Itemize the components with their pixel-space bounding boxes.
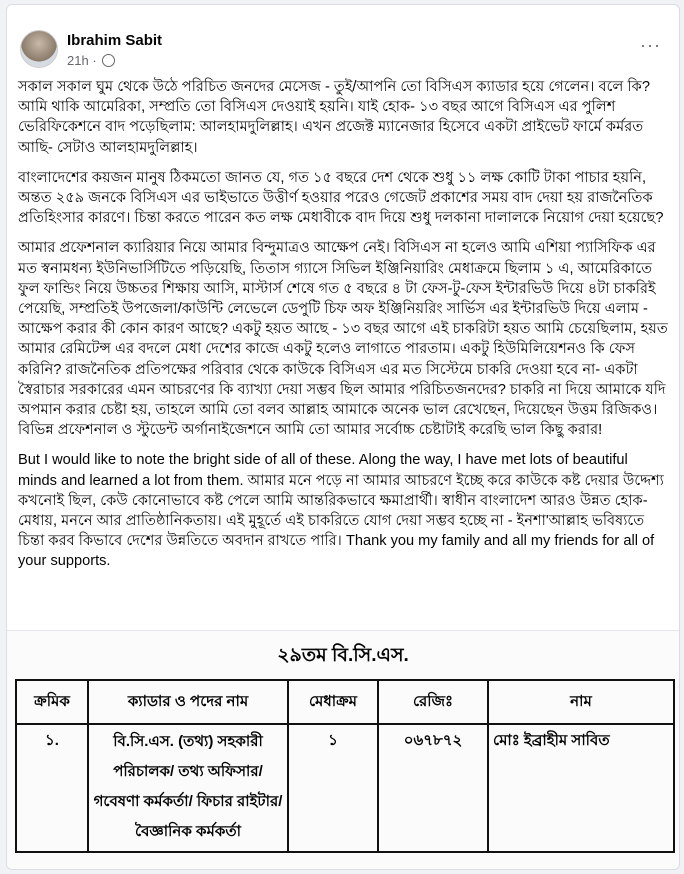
post-meta [67,53,115,68]
cell-name: মোঃ ইব্রাহীম সাবিত [488,724,674,852]
header-serial: ক্রমিক [16,680,88,724]
paragraph: সকাল সকাল ঘুম থেকে উঠে পরিচিত জনদের মেসেজ - তুই/আপনি তো বিসিএস ক্যাডার হয়ে গেলেন। বলে কি? আমি থাকি আমেরিকা, সম্প্রতি তো বিসিএস দেওয়াই হয়নি। যাই হোক- ১৩ বছর আগে বিসিএস এর পুলিশ ভেরিফিকেশনে বাদ পড়েছিলাম: আলহামদুলিল্লাহ। এখন প্রজেক্ট ম্যানেজার হিসেবে একটা প্রাইভেট ফার্মে কর্মরত আছি- সেটাও আলহামদুলিল্লাহ। [18,79,650,156]
globe-icon [102,54,115,67]
paragraph: বাংলাদেশের কয়জন মানুষ ঠিকমতো জানত যে, গত ১৫ বছরে দেশ থেকে শুধু ১১ লক্ষ কোটি টাকা পাচার হয়নি, অন্তত ২৫৯ জনকে বিসিএস এর ভাইভাতে উত্তীর্ণ হওয়ার পরেও গেজেট প্রকাশের সময় বাদ দেয়া হয় রাজনৈতিক প্রতিহিংসার কারণে। চিন্তা করতে পারেন কত লক্ষ মেধাবীকে বাদ দিয়ে শুধু দলকানা দালালকে নিয়োগ দেয়া হয়েছে? [18,169,664,227]
separator: · [92,53,97,68]
cell-merit: ১ [288,724,378,852]
post-time[interactable]: 21h [67,53,89,68]
table-header-row [16,680,674,724]
header-reg: রেজিঃ [378,680,488,724]
result-table [15,679,675,853]
header-merit: মেধাক্রম [288,680,378,724]
photo-title: ২৯তম বি.সি.এস. [277,645,409,666]
author-name[interactable]: Ibrahim Sabit [67,32,163,49]
avatar[interactable] [20,30,58,68]
paragraph: আমার প্রফেশনাল ক্যারিয়ার নিয়ে আমার বিন্দুমাত্রও আক্ষেপ নেই। বিসিএস না হলেও আমি এশিয়া প্যাসিফিক এর মত স্বনামধন্য ইউনিভার্সিটিতে পড়িয়েছি, তিতাস গ্যাসে সিভিল ইঞ্জিনিয়ারিং মেধাক্রমে ছিলাম ১ এ, আমেরিকাতে ফুল ফান্ডিং নিয়ে উচ্চতর শিক্ষায় আসি, মাস্টার্স শেষে গত ৫ বছরে ৪ টা ফেস-টু-ফেস ইন্টারভিউ দিয়ে ৪টা চাকরিই পেয়েছি, সম্প্রতিই উপজেলা/কাউন্টি লেভেলে ডেপুটি চিফ অফ ইঞ্জিনিয়রিং সার্ভিস এর ইন্টারভিউ দিয়ে এলাম - আক্ষেপ করার কী কোন কারণ আছে? একটু হয়ত আছে - ১৩ বছর আগে এই চাকরিটা হয়ত আমি চেয়েছিলাম, হয়ত আমার রেমিটেন্স এর বদলে মেধা দেশের কাজে একটু হলেও লাগাতে পারতাম। একটু হিউমিলিয়েশনও কি ফেস করিনি? রাজনৈতিক প্রতিপক্ষের পরিবার থেকে কাউকে বিসিএস এর মত সিস্টেমে চাকরি দেওয়া হবে না- একটা স্বৈরাচার সরকারের এমন আচরণের কি ব্যাখ্যা দেয়া সম্ভব ছিল আমার পরিচিতজনদের? চাকরি না দিয়ে আমাকে যদি অপমান করার চেষ্টা হয়, তাহলে আমি তো বলব আল্লাহ আমাকে অনেক ভাল রেখেছেন, দিয়েছেন উত্তম রিজিকও। বিভিন্ন প্রফেশনাল ও স্টুডেন্ট অর্গানাইজেশনে আমি তো আমার সর্বোচ্চ চেষ্টাটাই করেছি ভাল কিছু করার! [18,240,668,439]
post-text [18,77,670,582]
header-name: নাম [488,680,674,724]
post-card [6,4,680,870]
cell-post: বি.সি.এস. (তথ্য) সহকারী পরিচালক/ তথ্য অফিসার/ গবেষণা কর্মকর্তা/ ফিচার রাইটার/ বৈজ্ঞানিক কর্মকর্তা [88,724,288,852]
table-row [16,724,674,852]
paragraph: But I would like to note the bright side of all of these. Along the way, I have met lots of beautiful minds and learned a lot from them. আমার মনে পড়ে না আমার আচরণে ইচ্ছে করে কাউকে কষ্ট দেয়ার উদ্দেশ্য কখনোই ছিল, কেউ কোনোভাবে কষ্ট পেলে আমি আন্তরিকভাবে ক্ষমাপ্রার্থী। স্বাধীন বাংলাদেশ আরও উন্নত হোক- মেধায়, মননে আর প্রাতিষ্ঠানিকতায়। এই মুহূর্তে এই চাকরিতে যোগ দেয়া সম্ভব হচ্ছে না - ইনশা'আল্লাহ ভবিষ্যতে চিন্তা করব কিভাবে দেশের উন্নতিতে অবদান রাখতে পারি। Thank you my family and all my friends for all of your supports. [18,452,664,570]
cell-reg: ০৬৭৮৭২ [378,724,488,852]
more-options-button[interactable]: ··· [640,35,661,55]
post-photo[interactable] [7,630,679,870]
cell-serial: ১. [16,724,88,852]
header-post: ক্যাডার ও পদের নাম [88,680,288,724]
